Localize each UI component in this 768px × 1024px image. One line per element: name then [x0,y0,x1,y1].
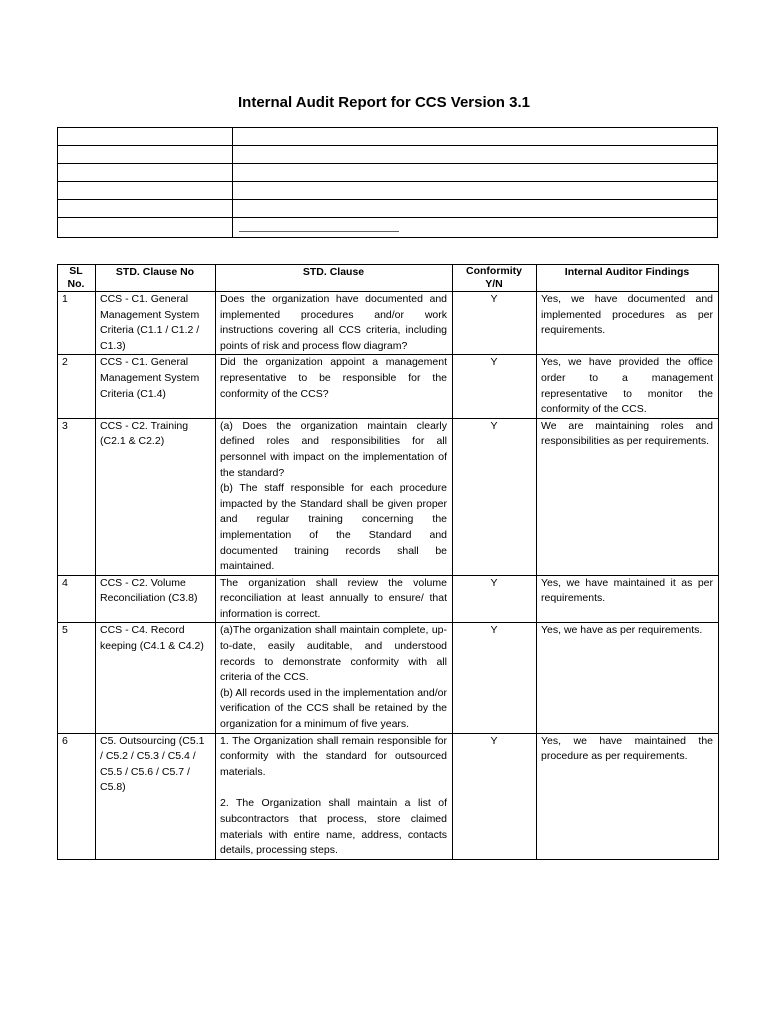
row-clause-no: C5. Outsourcing (C5.1 / C5.2 / C5.3 / C5.4 / C5.5 / C5.6 / C5.7 / C5.8) [96,733,216,859]
info-label [58,128,233,146]
row-clause-no: CCS - C1. General Management System Criteria (C1.1 / C1.2 / C1.3) [96,292,216,355]
info-table [57,127,718,238]
info-label [58,146,233,164]
row-findings: Yes, we have maintained it as per requirements. [537,575,719,623]
info-row [58,200,718,218]
row-clause [216,623,453,733]
row-clause [216,733,453,859]
row-conformity: Y [453,418,537,575]
info-row [58,218,718,238]
row-clause [216,355,453,418]
row-sl-no: 6 [58,733,96,859]
clause-paragraph: Did the organization appoint a management representative to be responsible for the conformity of the CCS? [220,356,447,400]
info-row [58,128,718,146]
table-row [58,623,719,733]
header-row [58,265,719,292]
info-label [58,182,233,200]
row-conformity: Y [453,292,537,355]
clause-paragraph: 1. The Organization shall remain responsible for conformity with the standard for outsourced materials. [220,734,447,778]
info-row [58,164,718,182]
info-value [233,182,718,200]
row-conformity: Y [453,575,537,623]
clause-paragraph [220,780,447,796]
info-value [233,164,718,182]
row-clause [216,418,453,575]
info-label [58,200,233,218]
info-value [233,200,718,218]
table-row [58,733,719,859]
row-sl-no: 5 [58,623,96,733]
audit-table [57,264,719,860]
row-conformity: Y [453,623,537,733]
row-findings: Yes, we have documented and implemented procedures as per requirements. [537,292,719,355]
page-title: Internal Audit Report for CCS Version 3.1 [238,94,530,111]
info-row [58,146,718,164]
row-findings: We are maintaining roles and responsibilities as per requirements. [537,418,719,575]
clause-paragraph: (a)The organization shall maintain complete, up-to-date, easily auditable, and understood records to demonstrate conformity with all criteria of the CCS. [220,624,447,684]
info-label [58,164,233,182]
hyperlink-underline[interactable] [239,231,399,232]
clause-paragraph: (a) Does the organization maintain clearly defined roles and responsibilities for all personnel with impact on the implementation of the standard? [220,419,447,479]
info-value [233,218,718,238]
row-sl-no: 2 [58,355,96,418]
info-row [58,182,718,200]
row-findings: Yes, we have maintained the procedure as per requirements. [537,733,719,859]
table-row [58,575,719,623]
header-sl-no: SL No. [58,265,96,292]
clause-paragraph: (b) The staff responsible for each procedure impacted by the Standard shall be given proper and regular training concerning the implementation of the Standard and documented training records shall be maintained. [220,482,447,573]
info-value [233,146,718,164]
row-clause-no: CCS - C2. Training (C2.1 & C2.2) [96,418,216,575]
row-conformity: Y [453,355,537,418]
clause-paragraph: The organization shall review the volume reconciliation at least annually to ensure/ that information is correct. [220,576,447,620]
clause-paragraph: (b) All records used in the implementation and/or verification of the CCS shall be retained by the organization for a minimum of five years. [220,686,447,731]
row-clause-no: CCS - C1. General Management System Criteria (C1.4) [96,355,216,418]
row-clause-no: CCS - C2. Volume Reconciliation (C3.8) [96,575,216,623]
table-row [58,292,719,355]
row-sl-no: 4 [58,575,96,623]
clause-paragraph: Does the organization have documented and implemented procedures and/or work instructions covering all CCS criteria, including points of risk and process flow diagram? [220,293,447,352]
table-row [58,355,719,418]
row-clause-no: CCS - C4. Record keeping (C4.1 & C4.2) [96,623,216,733]
row-sl-no: 1 [58,292,96,355]
row-conformity: Y [453,733,537,859]
clause-paragraph: 2. The Organization shall maintain a list of subcontractors that process, store claimed materials with entire name, address, contacts details, processing steps. [220,797,447,857]
row-sl-no: 3 [58,418,96,575]
row-findings: Yes, we have provided the office order to a management representative to monitor the conformity of the CCS. [537,355,719,418]
header-clause-no: STD. Clause No [96,265,216,292]
info-label [58,218,233,238]
info-value [233,128,718,146]
header-findings: Internal Auditor Findings [537,265,719,292]
row-clause [216,292,453,355]
row-findings: Yes, we have as per requirements. [537,623,719,733]
header-conformity: Conformity Y/N [453,265,537,292]
header-clause: STD. Clause [216,265,453,292]
row-clause [216,575,453,623]
table-row [58,418,719,575]
